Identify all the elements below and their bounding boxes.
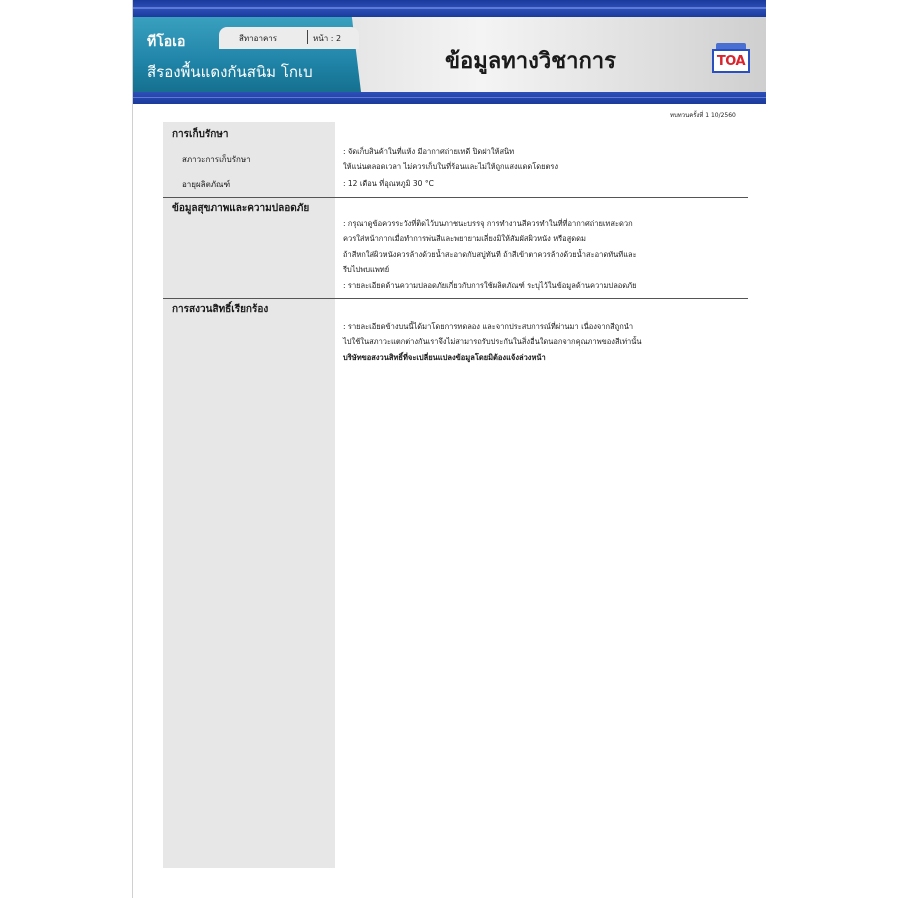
- rights-line: : รายละเอียดข้างบนนี้ได้มาโดยการทดลอง และจากประสบการณ์ที่ผ่านมา เนื่องจากสีถูกนำ: [343, 322, 634, 331]
- header-bottom-stripe: [133, 92, 766, 104]
- safety-line: ควรใส่หน้ากากเมื่อทำการพ่นสีและพยายามเลี่ยงมิให้สัมผัสผิวหนัง หรือสูดดม: [343, 234, 586, 243]
- label-column: [163, 122, 335, 868]
- shelf-life-label: อายุผลิตภัณฑ์: [182, 180, 231, 189]
- storage-condition-label: สภาวะการเก็บรักษา: [182, 155, 251, 164]
- storage-section-title: การเก็บรักษา: [172, 129, 229, 140]
- rights-line: ไปใช้ในสภาวะแตกต่างกันเราจึงไม่สามารถรับประกันในสิ่งอื่นใดนอกจากคุณภาพของสีเท่านั้น: [343, 337, 642, 346]
- brand-name: ทีโอเอ: [147, 34, 186, 50]
- page-left-border: [132, 0, 133, 898]
- safety-line: ถ้าสีหกใส่ผิวหนังควรล้างด้วยน้ำสะอาดกับสบู่ทันที ถ้าสีเข้าตาควรล้างด้วยน้ำสะอาดทันทีและ: [343, 250, 637, 259]
- rights-section-title: การสงวนสิทธิ์เรียกร้อง: [172, 304, 269, 315]
- revision-note: ทบทวนครั้งที่ 1 10/2560: [670, 112, 736, 119]
- safety-line: รีบไปพบแพทย์: [343, 265, 390, 274]
- safety-section-title: ข้อมูลสุขภาพและความปลอดภัย: [172, 203, 310, 214]
- logo-text: TOA: [716, 53, 746, 69]
- toa-logo-icon: [712, 43, 750, 74]
- logo-box: [712, 49, 750, 73]
- section-divider: [163, 197, 748, 198]
- rights-notice: บริษัทขอสงวนสิทธิ์ที่จะเปลี่ยนแปลงข้อมูลโดยมิต้องแจ้งล่วงหน้า: [343, 353, 546, 362]
- tab-separator: [307, 30, 308, 44]
- page-title: ข้อมูลทางวิชาการ: [445, 49, 616, 74]
- product-name: สีรองพื้นแดงกันสนิม โกเบ: [147, 63, 313, 81]
- storage-condition-line: ให้แน่นตลอดเวลา ไม่ควรเก็บในที่ร้อนและไม่ให้ถูกแสงแดดโดยตรง: [343, 162, 559, 171]
- category-label: สีทาอาคาร: [239, 34, 278, 43]
- safety-line: : รายละเอียดด้านความปลอดภัยเกี่ยวกับการใช้ผลิตภัณฑ์ ระบุไว้ในข้อมูลด้านความปลอดภัย: [343, 281, 637, 290]
- header-top-stripe: [133, 0, 766, 17]
- storage-condition-line: : จัดเก็บสินค้าในที่แห้ง มีอากาศถ่ายเทดี ปิดฝาให้สนิท: [343, 147, 515, 156]
- shelf-life-value: : 12 เดือน ที่อุณหภูมิ 30 °C: [343, 179, 434, 188]
- section-divider: [163, 298, 748, 299]
- page-number: หน้า : 2: [313, 34, 342, 43]
- safety-line: : กรุณาดูข้อควรระวังที่ติดไว้บนภาชนะบรรจุ การทำงานสีควรทำในที่ที่อากาศถ่ายเทสะดวก: [343, 219, 633, 228]
